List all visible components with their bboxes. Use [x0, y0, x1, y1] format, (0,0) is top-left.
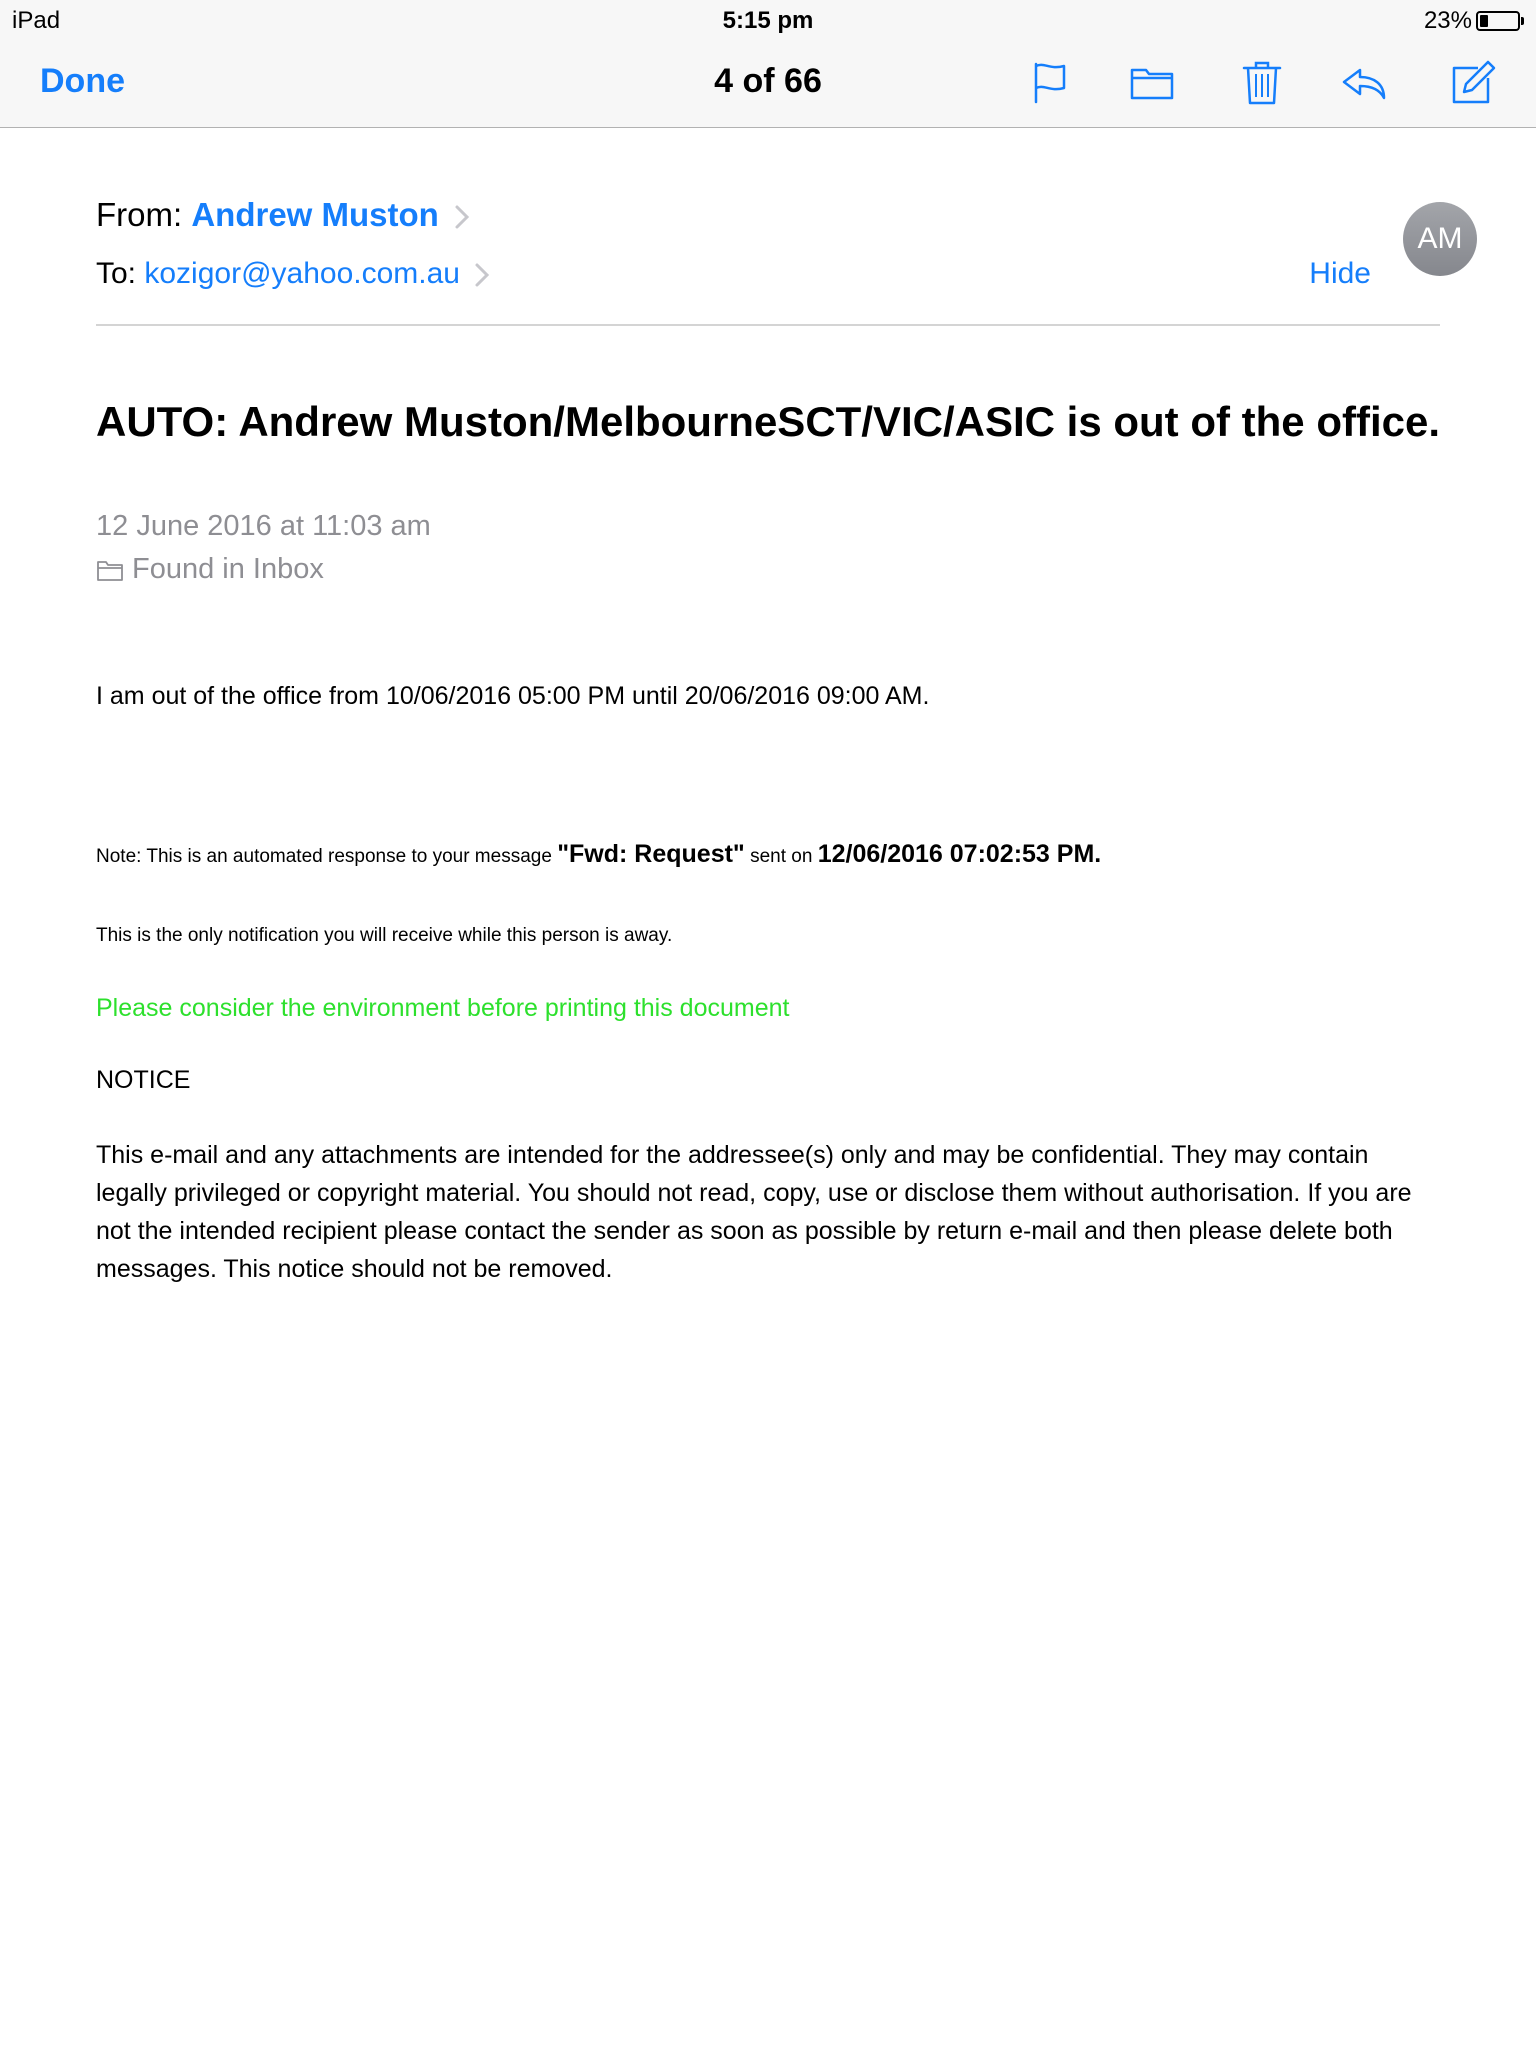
status-bar — [0, 0, 1536, 40]
reply-button[interactable] — [1336, 54, 1392, 110]
chevron-right-icon — [474, 262, 490, 288]
notice-paragraph: This e-mail and any attachments are intended for the addressee(s) only and may be confidential. They may contain legally privileged or copyright material. You should not read, copy, use or disclose them without authorisation. If you are not the intended recipient please contact the sender as soon as possible by return e-mail and then please delete both messages. This notice should not be removed. — [96, 1141, 1412, 1283]
reply-icon — [1340, 58, 1388, 106]
from-label: From: — [96, 196, 183, 233]
trash-icon — [1238, 58, 1286, 106]
nav-bar — [0, 40, 1536, 128]
header-divider — [96, 324, 1440, 326]
avatar-initials: AM — [1417, 222, 1463, 255]
status-time: 5:15 pm — [722, 7, 814, 34]
trash-button[interactable] — [1234, 54, 1290, 110]
only-notification-text: This is the only notification you will receive while this person is away. — [96, 925, 673, 946]
hide-details-button[interactable]: Hide — [1309, 257, 1371, 290]
done-button[interactable]: Done — [40, 62, 125, 100]
avatar[interactable] — [1403, 202, 1477, 276]
automated-note — [96, 840, 1101, 869]
notice-heading: NOTICE — [96, 1066, 191, 1094]
note-subject: "Fwd: Request" — [557, 840, 745, 868]
folder-icon — [96, 558, 124, 582]
flag-button[interactable] — [1022, 54, 1078, 110]
battery-icon — [1476, 11, 1520, 31]
message-subject: AUTO: Andrew Muston/MelbourneSCT/VIC/ASIC is out of the office. — [96, 398, 1440, 445]
chevron-right-icon — [454, 204, 470, 230]
note-sent-on: sent on — [744, 846, 818, 867]
battery-percent: 23% — [1423, 7, 1472, 34]
compose-button[interactable] — [1444, 54, 1500, 110]
device-name: iPad — [12, 7, 61, 34]
out-of-office-text: I am out of the office from 10/06/2016 05:00 PM until 20/06/2016 09:00 AM. — [96, 682, 930, 710]
note-datetime: 12/06/2016 07:02:53 PM. — [817, 840, 1102, 868]
battery-cap — [1521, 17, 1524, 25]
mailbox-location-label: Found in Inbox — [132, 553, 324, 585]
mailbox-location[interactable] — [96, 553, 324, 586]
environment-notice: Please consider the environment before printing this document — [96, 994, 790, 1022]
note-prefix: Note: This is an automated response to your message — [96, 846, 558, 867]
battery-indicator — [1424, 7, 1524, 35]
flag-icon — [1026, 58, 1074, 106]
folder-icon — [1128, 58, 1176, 106]
sender-name-link[interactable]: Andrew Muston — [191, 196, 439, 233]
to-label: To: — [96, 257, 137, 290]
move-to-folder-button[interactable] — [1124, 54, 1180, 110]
battery-fill — [1480, 15, 1488, 27]
recipient-address-link[interactable]: kozigor@yahoo.com.au — [144, 257, 460, 290]
from-row — [96, 196, 470, 234]
to-row — [96, 257, 490, 291]
message-date: 12 June 2016 at 11:03 am — [96, 510, 431, 542]
message-counter: 4 of 66 — [714, 62, 822, 100]
compose-icon — [1448, 58, 1496, 106]
